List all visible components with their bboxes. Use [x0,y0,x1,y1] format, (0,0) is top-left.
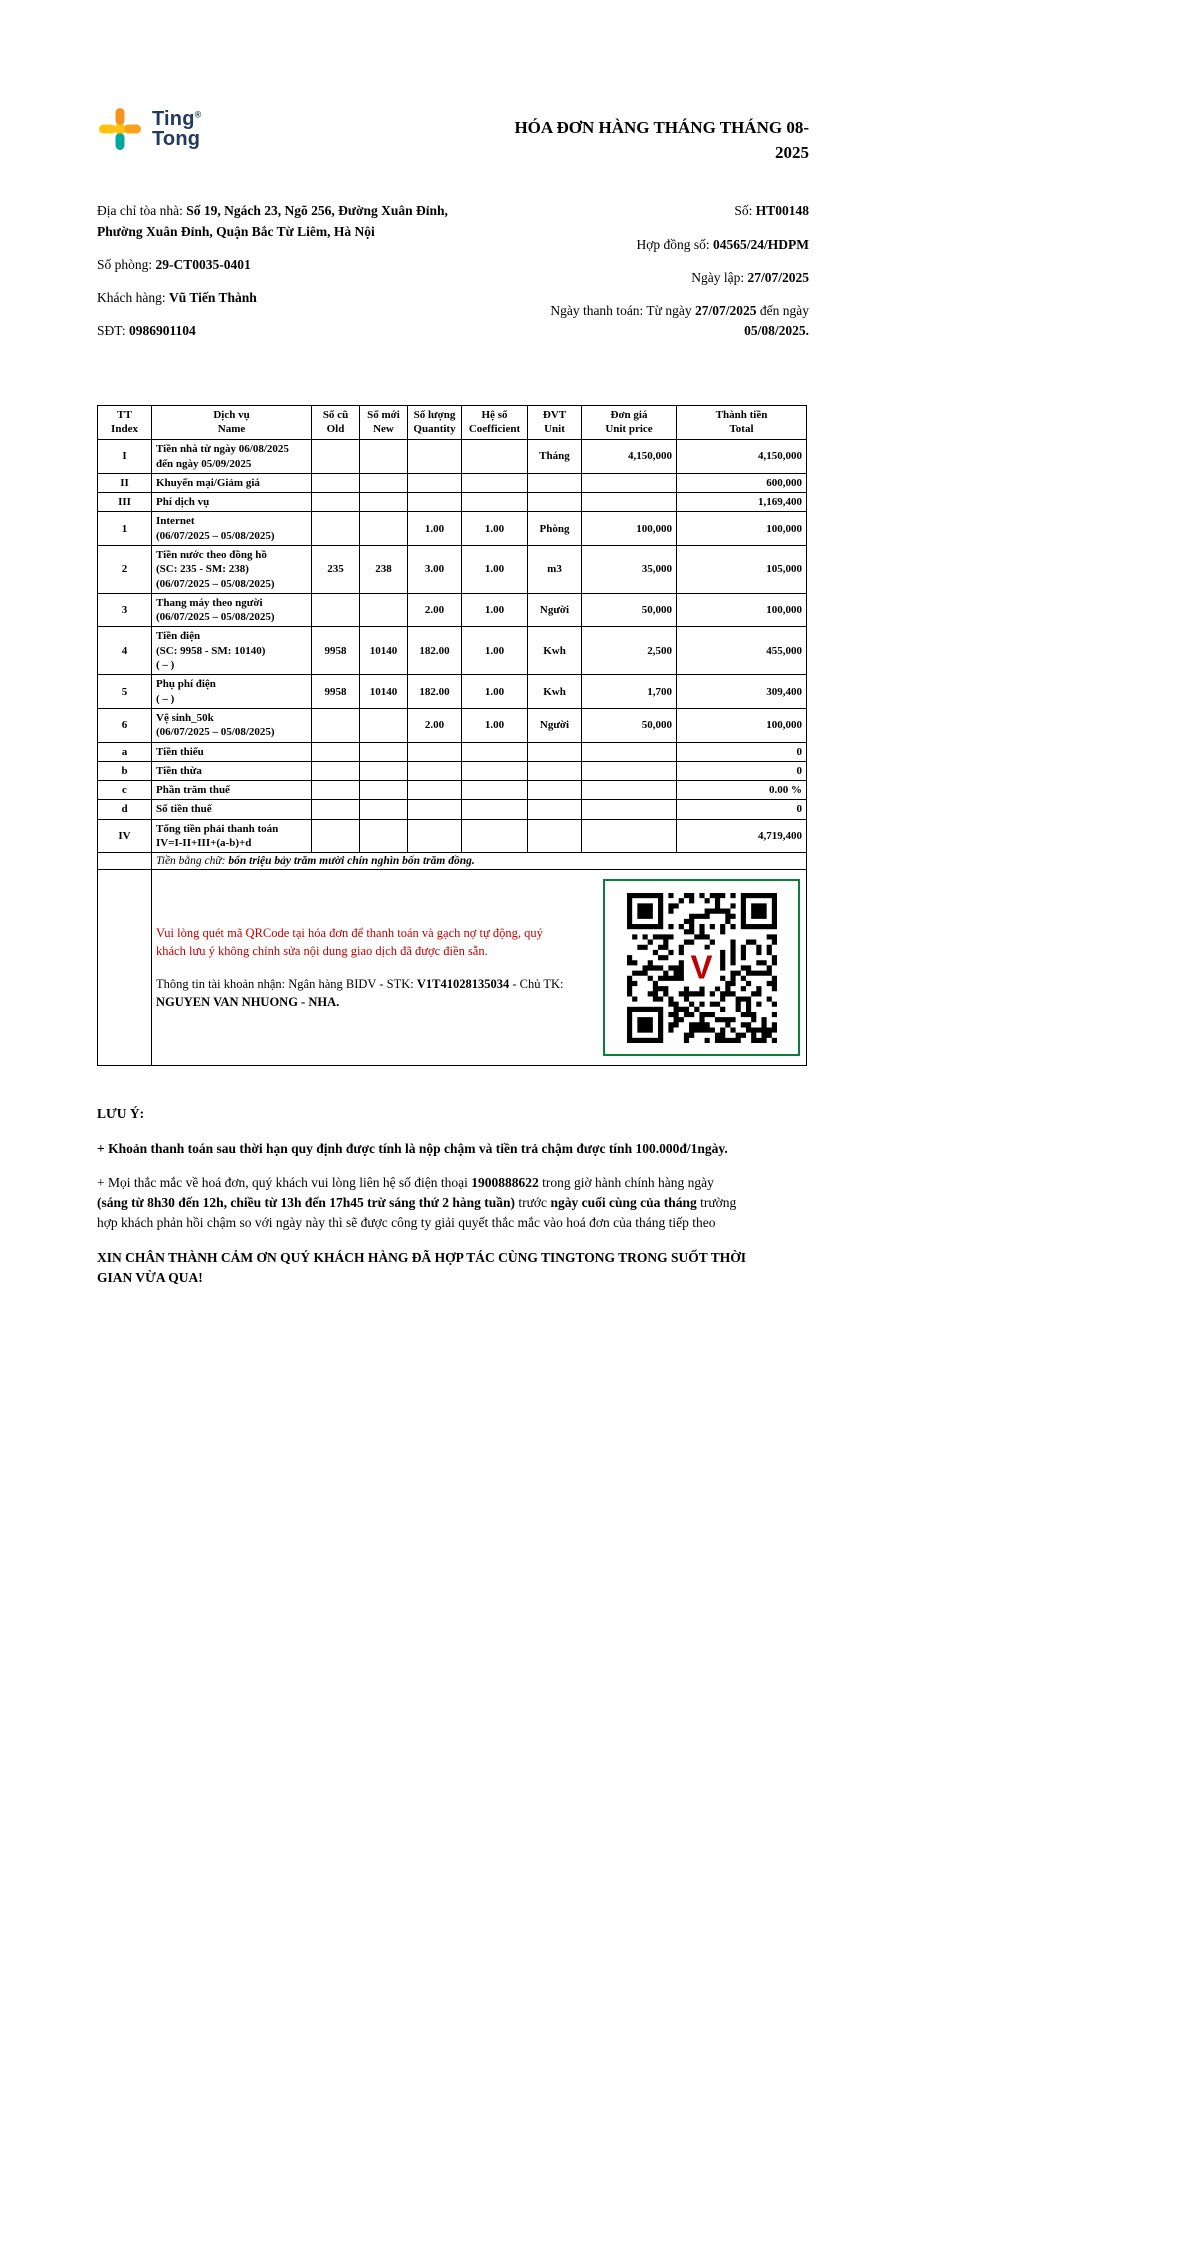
row-total: 100,000 [677,708,807,742]
invoice-row [98,627,807,675]
old-reading [312,800,360,819]
row-total: 100,000 [677,593,807,627]
row-total: 455,000 [677,627,807,675]
invoice-number: Số: HT00148 [734,203,809,219]
unit: Kwh [528,627,582,675]
unit [528,781,582,800]
old-reading: 9958 [312,675,360,709]
service-name: Tiền thừa [152,761,312,780]
service-name: Số tiền thuế [152,800,312,819]
new-reading [360,708,408,742]
row-total: 105,000 [677,546,807,594]
row-total: 309,400 [677,675,807,709]
old-reading [312,742,360,761]
thank-you-message: XIN CHÂN THÀNH CẢM ƠN QUÝ KHÁCH HÀNG ĐÃ HỢP TÁC CÙNG TINGTONG TRONG SUỐT THỜI GIAN VỪA QUA! [97,1249,746,1285]
unit-price [582,761,677,780]
unit-price [582,473,677,492]
issue-date: Ngày lập: 27/07/2025 [691,269,809,285]
room-number: Số phòng: 29-CT0035-0401 [97,257,251,273]
invoice-row [98,819,807,853]
quantity: 3.00 [408,546,462,594]
unit-price [582,781,677,800]
quantity: 1.00 [408,512,462,546]
customer-name: Khách hàng: Vũ Tiến Thành [97,290,257,306]
old-reading [312,761,360,780]
unit-price: 100,000 [582,512,677,546]
coefficient [462,473,528,492]
brand-name-bottom: Tong [152,128,201,150]
new-reading: 10140 [360,675,408,709]
service-name: Tổng tiền phải thanh toán IV=I-II+III+(a-b)+d [152,819,312,853]
service-name: Internet (06/07/2025 – 05/08/2025) [152,512,312,546]
coefficient [462,800,528,819]
unit: Kwh [528,675,582,709]
qr-frame [603,879,800,1056]
unit [528,800,582,819]
old-reading [312,493,360,512]
customer-info [97,201,465,354]
unit-price [582,800,677,819]
new-reading [360,819,408,853]
unit-price: 1,700 [582,675,677,709]
column-header: Dịch vụ Name [152,405,312,440]
service-name: Phụ phí điện ( – ) [152,675,312,709]
payment-period: Ngày thanh toán: Từ ngày 27/07/2025 đến ngày 05/08/2025. [550,303,809,339]
column-header: ĐVT Unit [528,405,582,440]
quantity [408,440,462,474]
column-header: TT Index [98,405,152,440]
new-reading [360,493,408,512]
old-reading: 235 [312,546,360,594]
row-index: 5 [98,675,152,709]
new-reading [360,512,408,546]
row-index: 2 [98,546,152,594]
unit [528,473,582,492]
row-index: 6 [98,708,152,742]
registered-mark-icon: ® [194,108,202,119]
service-name: Vệ sinh_50k (06/07/2025 – 05/08/2025) [152,708,312,742]
invoice-document [97,0,809,1288]
column-header: Số cũ Old [312,405,360,440]
unit: m3 [528,546,582,594]
service-name: Tiền nước theo đồng hồ (SC: 235 - SM: 238) (06/07/2025 – 05/08/2025) [152,546,312,594]
column-header: Thành tiền Total [677,405,807,440]
invoice-table [97,405,807,1067]
service-name: Phí dịch vụ [152,493,312,512]
coefficient [462,493,528,512]
row-index: 4 [98,627,152,675]
service-name: Tiền thiếu [152,742,312,761]
invoice-row [98,800,807,819]
contract-number: Hợp đồng số: 04565/24/HDPM [636,236,809,252]
coefficient [462,742,528,761]
brand-name-top: Ting [152,107,195,130]
row-total: 0 [677,761,807,780]
column-header: Hệ số Coefficient [462,405,528,440]
quantity [408,781,462,800]
quantity [408,761,462,780]
notes-heading: LƯU Ý: [97,1106,145,1122]
invoice-row [98,546,807,594]
row-index: 1 [98,512,152,546]
coefficient: 1.00 [462,512,528,546]
header [97,106,809,165]
new-reading [360,473,408,492]
quantity [408,493,462,512]
unit-price: 50,000 [582,593,677,627]
invoice-title: HÓA ĐƠN HÀNG THÁNG THÁNG 08-2025 [514,118,809,162]
coefficient [462,781,528,800]
invoice-row [98,708,807,742]
coefficient: 1.00 [462,675,528,709]
unit [528,493,582,512]
column-header: Đơn giá Unit price [582,405,677,440]
old-reading [312,781,360,800]
customer-phone: SĐT: 0986901104 [97,322,196,338]
new-reading [360,593,408,627]
invoice-row [98,440,807,474]
qr-instruction-text: Vui lòng quét mã QRCode tại hóa đơn để thanh toán và gạch nợ tự động, quý khách lưu ý không chỉnh sửa nội dung giao dịch đã được điền sẵn. [156,926,543,959]
tingtong-logo [97,106,202,152]
service-name: Tiền nhà từ ngày 06/08/2025 đến ngày 05/09/2025 [152,440,312,474]
new-reading: 238 [360,546,408,594]
coefficient: 1.00 [462,546,528,594]
new-reading [360,440,408,474]
unit-price: 50,000 [582,708,677,742]
row-total: 0 [677,800,807,819]
new-reading [360,761,408,780]
empty-index-cell [98,853,152,870]
unit-price: 2,500 [582,627,677,675]
unit-price [582,493,677,512]
invoice-table-header-row [98,405,807,440]
unit-price: 35,000 [582,546,677,594]
coefficient [462,819,528,853]
row-index: c [98,781,152,800]
invoice-row [98,593,807,627]
row-total: 100,000 [677,512,807,546]
unit [528,819,582,853]
payment-instructions [156,924,568,1012]
old-reading [312,512,360,546]
old-reading: 9958 [312,627,360,675]
amount-in-words: Tiền bằng chữ: bốn triệu bảy trăm mười chín nghìn bốn trăm đồng. [152,853,807,870]
row-index: 3 [98,593,152,627]
invoice-row [98,493,807,512]
quantity [408,819,462,853]
tingtong-flower-icon [97,106,143,152]
coefficient: 1.00 [462,708,528,742]
row-index: III [98,493,152,512]
invoice-row [98,675,807,709]
invoice-details [541,201,809,354]
row-total: 0 [677,742,807,761]
new-reading: 10140 [360,627,408,675]
service-name: Phần trăm thuế [152,781,312,800]
row-total: 600,000 [677,473,807,492]
row-index: d [98,800,152,819]
row-index: II [98,473,152,492]
old-reading [312,473,360,492]
quantity [408,742,462,761]
invoice-meta [97,201,809,354]
column-header: Số lượng Quantity [408,405,462,440]
new-reading [360,800,408,819]
quantity [408,473,462,492]
late-payment-note: + Khoản thanh toán sau thời hạn quy định được tính là nộp chậm và tiền trả chậm được tính 100.000đ/1ngày. [97,1140,728,1156]
invoice-row [98,512,807,546]
invoice-row [98,742,807,761]
payment-cell [152,870,807,1066]
row-index: I [98,440,152,474]
old-reading [312,440,360,474]
unit-price [582,819,677,853]
unit [528,761,582,780]
payment-row [98,870,807,1066]
coefficient [462,440,528,474]
building-address: Địa chỉ tòa nhà: Số 19, Ngách 23, Ngõ 256, Đường Xuân Đỉnh, Phường Xuân Đỉnh, Quận Bắc Từ Liêm, Hà Nội [97,203,448,240]
invoice-row [98,761,807,780]
coefficient [462,761,528,780]
tingtong-wordmark [152,109,202,150]
unit [528,742,582,761]
row-index: b [98,761,152,780]
vietqr-v-logo: V [683,949,719,986]
quantity: 2.00 [408,708,462,742]
invoice-table-body [98,440,807,853]
unit-price: 4,150,000 [582,440,677,474]
account-info-text: Thông tin tài khoản nhận: Ngân hàng BIDV - STK: V1T41028135034 - Chủ TK: NGUYEN VAN NHUONG - NHA. [156,977,564,1010]
invoice-row [98,473,807,492]
quantity: 2.00 [408,593,462,627]
service-name: Khuyến mại/Giảm giá [152,473,312,492]
row-index: a [98,742,152,761]
service-name: Thang máy theo người (06/07/2025 – 05/08/2025) [152,593,312,627]
old-reading [312,819,360,853]
invoice-table-footer [98,853,807,1066]
quantity: 182.00 [408,675,462,709]
row-total: 4,150,000 [677,440,807,474]
empty-index-cell [98,870,152,1066]
row-total: 4,719,400 [677,819,807,853]
row-total: 0.00 % [677,781,807,800]
row-index: IV [98,819,152,853]
column-header: Số mới New [360,405,408,440]
old-reading [312,708,360,742]
quantity [408,800,462,819]
invoice-row [98,781,807,800]
coefficient: 1.00 [462,593,528,627]
row-total: 1,169,400 [677,493,807,512]
unit: Người [528,593,582,627]
old-reading [312,593,360,627]
hotline-note: + Mọi thắc mắc về hoá đơn, quý khách vui lòng liên hệ số điện thoại 1900888622 trong giờ hành chính hàng ngày (sáng từ 8h30 đến 12h, chiều từ 13h đến 17h45 trừ sáng thứ 2 hàng tuần) trước ngày cuối cùng của tháng trường hợp khách phản hồi chậm so với ngày này thì sẽ được công ty giải quyết thắc mắc vào hoá đơn của tháng tiếp theo [97,1174,737,1231]
coefficient: 1.00 [462,627,528,675]
footer-notes [97,1104,747,1288]
quantity: 182.00 [408,627,462,675]
unit-price [582,742,677,761]
unit: Phòng [528,512,582,546]
unit: Tháng [528,440,582,474]
amount-in-words-row [98,853,807,870]
new-reading [360,781,408,800]
service-name: Tiền điện (SC: 9958 - SM: 10140) ( – ) [152,627,312,675]
new-reading [360,742,408,761]
unit: Người [528,708,582,742]
